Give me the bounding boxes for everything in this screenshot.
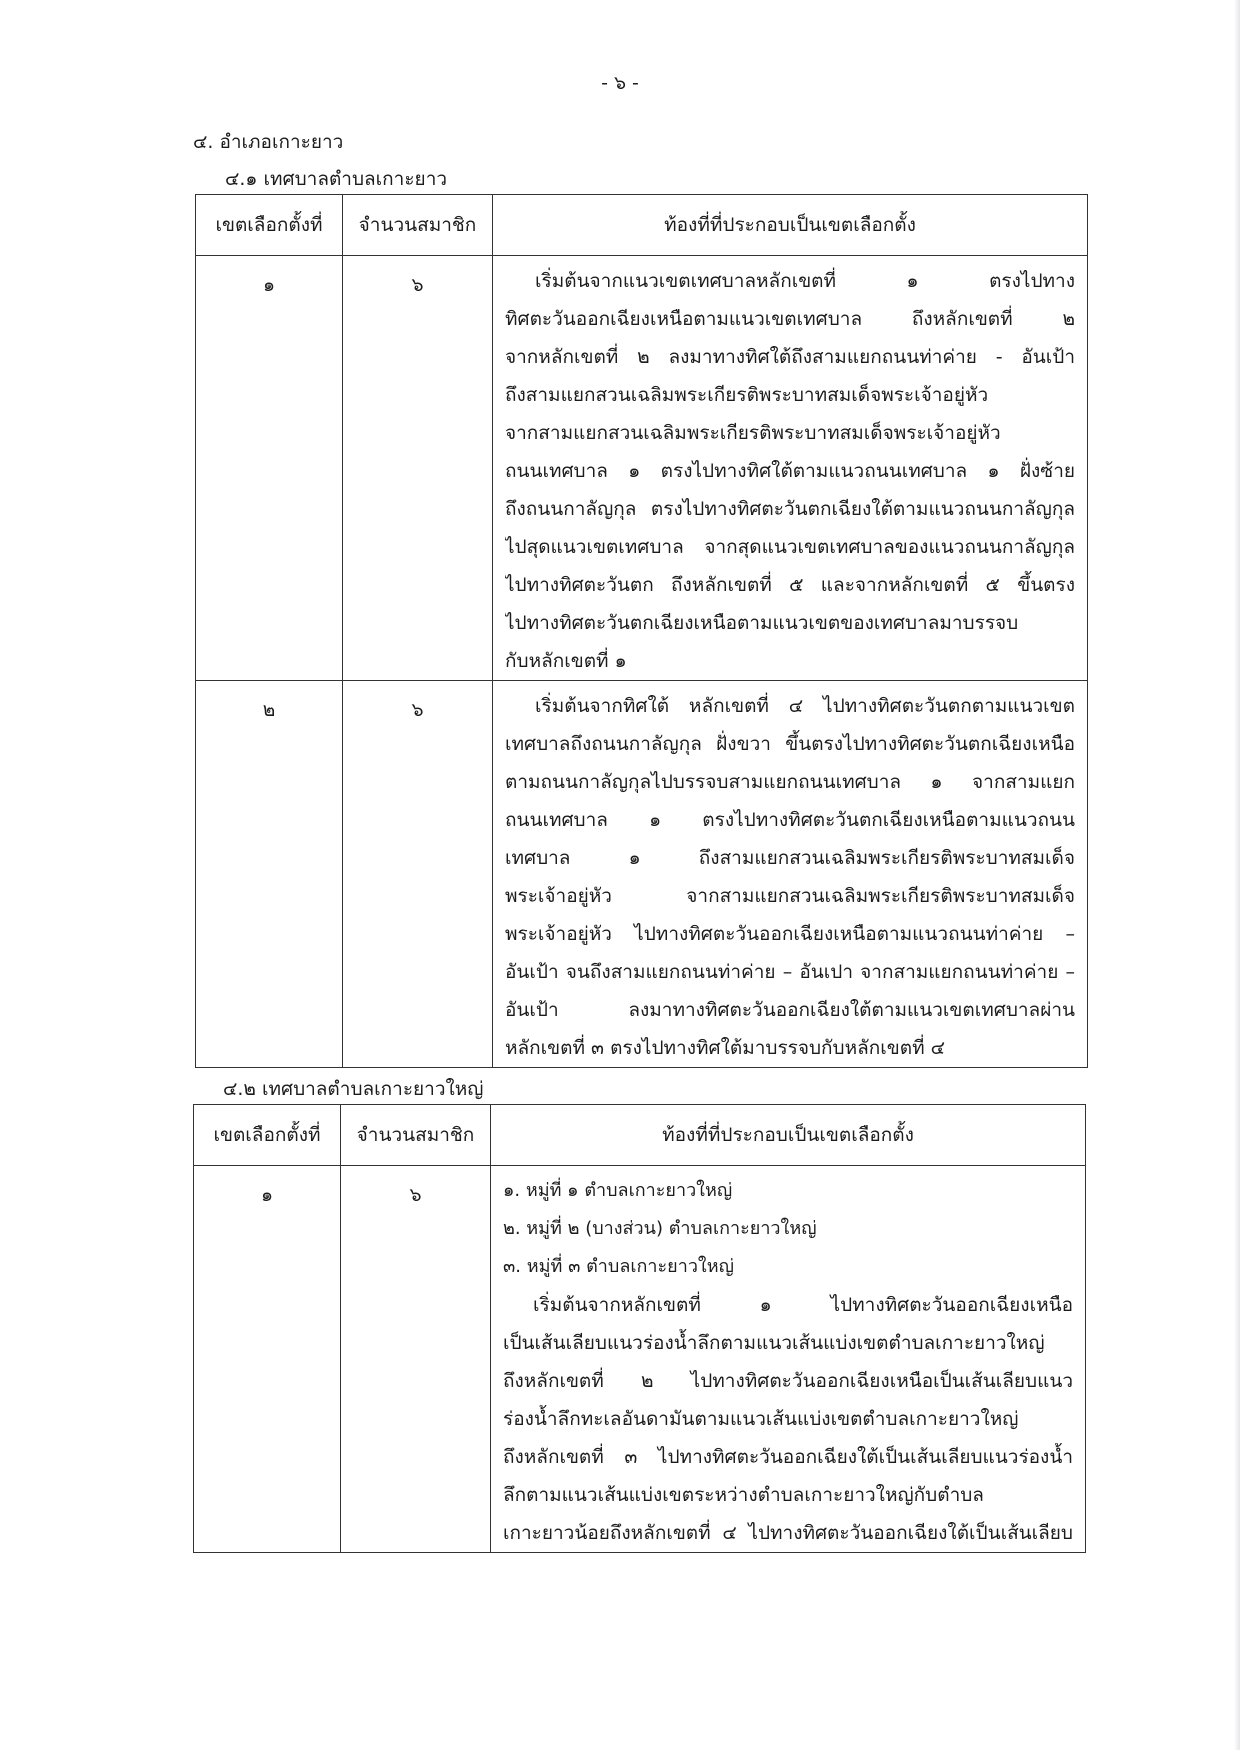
description-line: ไปสุดแนวเขตเทศบาล จากสุดแนวเขตเทศบาลของแนวถนนกาลัญกุล xyxy=(505,536,1075,558)
section-heading-4-2: ๔.๒ เทศบาลตำบลเกาะยาวใหญ่ xyxy=(223,1078,484,1100)
members-column-header: จำนวนสมาชิก xyxy=(341,1105,491,1166)
list-item: ๓. หมู่ที่ ๓ ตำบลเกาะยาวใหญ่ xyxy=(503,1256,734,1277)
table-row xyxy=(194,1166,1086,1553)
zone-column-header: เขตเลือกตั้งที่ xyxy=(196,195,343,256)
description-line: เกาะยาวน้อยถึงหลักเขตที่ ๔ ไปทางทิศตะวันออกเฉียงใต้เป็นเส้นเลียบ xyxy=(503,1522,1073,1544)
election-zone-table-4-1 xyxy=(195,194,1088,1068)
description-line: ถึงสามแยกสวนเฉลิมพระเกียรติพระบาทสมเด็จพระเจ้าอยู่หัว xyxy=(505,384,989,406)
description-line: ทิศตะวันออกเฉียงเหนือตามแนวเขตเทศบาล ถึงหลักเขตที่ ๒ xyxy=(505,308,1075,330)
description-line: ไปทางทิศตะวันตก ถึงหลักเขตที่ ๕ และจากหลักเขตที่ ๕ ขึ้นตรง xyxy=(505,574,1075,596)
description-line: เริ่มต้นจากแนวเขตเทศบาลหลักเขตที่ ๑ ตรงไปทาง xyxy=(535,270,1075,292)
description-line: อันเป้า ลงมาทางทิศตะวันออกเฉียงใต้ตามแนวเขตเทศบาลผ่าน xyxy=(505,999,1075,1021)
description-line: ถนนเทศบาล ๑ ตรงไปทางทิศใต้ตามแนวถนนเทศบาล ๑ ฝั่งซ้าย xyxy=(505,460,1075,482)
description-line: ลึกตามแนวเส้นแบ่งเขตระหว่างตำบลเกาะยาวใหญ่กับตำบล xyxy=(503,1484,984,1506)
description-line: เริ่มต้นจากหลักเขตที่ ๑ ไปทางทิศตะวันออกเฉียงเหนือ xyxy=(533,1294,1073,1316)
list-item: ๑. หมู่ที่ ๑ ตำบลเกาะยาวใหญ่ xyxy=(503,1180,733,1201)
description-line: พระเจ้าอยู่หัว จากสามแยกสวนเฉลิมพระเกียรติพระบาทสมเด็จ xyxy=(505,885,1075,907)
village-list xyxy=(503,1172,1073,1286)
description-line: เริ่มต้นจากทิศใต้ หลักเขตที่ ๔ ไปทางทิศตะวันตกตามแนวเขต xyxy=(535,695,1075,717)
area-description xyxy=(493,256,1088,681)
description-line: ถึงหลักเขตที่ ๓ ไปทางทิศตะวันออกเฉียงใต้เป็นเส้นเลียบแนวร่องน้ำ xyxy=(503,1446,1073,1468)
table-row xyxy=(196,681,1088,1068)
district-heading: ๔. อำเภอเกาะยาว xyxy=(193,131,344,153)
member-count: ๖ xyxy=(343,681,493,1068)
description-line: ไปทางทิศตะวันตกเฉียงเหนือตามแนวเขตของเทศบาลมาบรรจบ xyxy=(505,612,1019,634)
description-line: ตามถนนกาลัญกุลไปบรรจบสามแยกถนนเทศบาล ๑ จากสามแยก xyxy=(505,771,1075,793)
description-line: จากสามแยกสวนเฉลิมพระเกียรติพระบาทสมเด็จพระเจ้าอยู่หัว xyxy=(505,422,1001,444)
description-line: ถึงหลักเขตที่ ๒ ไปทางทิศตะวันออกเฉียงเหนือเป็นเส้นเลียบแนว xyxy=(503,1370,1073,1392)
zone-number: ๒ xyxy=(196,681,343,1068)
table-header-row xyxy=(196,195,1088,256)
description-line: ถนนเทศบาล ๑ ตรงไปทางทิศตะวันตกเฉียงเหนือตามแนวถนน xyxy=(505,809,1075,831)
description-line: เทศบาลถึงถนนกาลัญกุล ฝั่งขวา ขึ้นตรงไปทางทิศตะวันตกเฉียงเหนือ xyxy=(505,733,1075,755)
area-column-header: ท้องที่ที่ประกอบเป็นเขตเลือกตั้ง xyxy=(493,195,1088,256)
members-column-header: จำนวนสมาชิก xyxy=(343,195,493,256)
description-line: เทศบาล ๑ ถึงสามแยกสวนเฉลิมพระเกียรติพระบาทสมเด็จ xyxy=(505,847,1075,869)
area-description xyxy=(493,681,1088,1068)
description-line: กับหลักเขตที่ ๑ xyxy=(505,650,627,672)
description-line: ถึงถนนกาลัญกุล ตรงไปทางทิศตะวันตกเฉียงใต้ตามแนวถนนกาลัญกุล xyxy=(505,498,1075,520)
description-line: หลักเขตที่ ๓ ตรงไปทางทิศใต้มาบรรจบกับหลักเขตที่ ๔ xyxy=(505,1037,946,1059)
area-description xyxy=(491,1166,1086,1553)
member-count: ๖ xyxy=(341,1166,491,1553)
election-zone-table-4-2 xyxy=(193,1104,1086,1553)
zone-number: ๑ xyxy=(196,256,343,681)
description-line: อันเป้า จนถึงสามแยกถนนท่าค่าย – อันเปา จากสามแยกถนนท่าค่าย – xyxy=(505,961,1075,983)
section-heading-4-1: ๔.๑ เทศบาลตำบลเกาะยาว xyxy=(225,168,448,190)
member-count: ๖ xyxy=(343,256,493,681)
description-line: ร่องน้ำลึกทะเลอันดามันตามแนวเส้นแบ่งเขตตำบลเกาะยาวใหญ่ xyxy=(503,1408,1019,1430)
zone-number: ๑ xyxy=(194,1166,341,1553)
page-edge-shadow xyxy=(1234,0,1240,1750)
table-header-row xyxy=(194,1105,1086,1166)
table-row xyxy=(196,256,1088,681)
description-line: เป็นเส้นเลียบแนวร่องน้ำลึกตามแนวเส้นแบ่งเขตตำบลเกาะยาวใหญ่ xyxy=(503,1332,1045,1354)
page-number: - ๖ - xyxy=(601,72,639,94)
list-item: ๒. หมู่ที่ ๒ (บางส่วน) ตำบลเกาะยาวใหญ่ xyxy=(503,1218,817,1239)
area-column-header: ท้องที่ที่ประกอบเป็นเขตเลือกตั้ง xyxy=(491,1105,1086,1166)
description-line: จากหลักเขตที่ ๒ ลงมาทางทิศใต้ถึงสามแยกถนนท่าค่าย - อันเป้า xyxy=(505,346,1075,368)
description-line: พระเจ้าอยู่หัว ไปทางทิศตะวันออกเฉียงเหนือตามแนวถนนท่าค่าย – xyxy=(505,923,1075,945)
zone-column-header: เขตเลือกตั้งที่ xyxy=(194,1105,341,1166)
